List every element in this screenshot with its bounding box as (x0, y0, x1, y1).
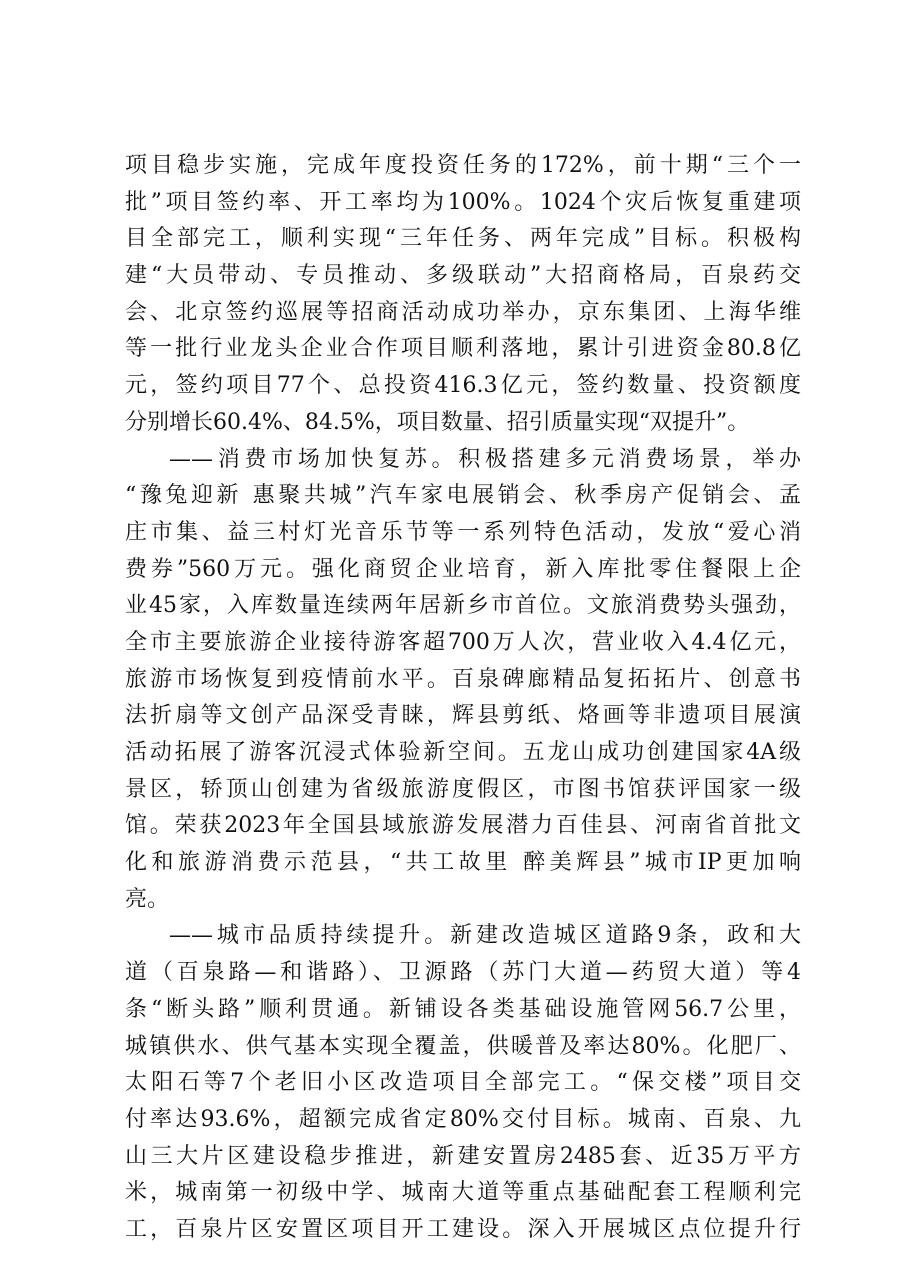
text-line: 城镇供水、供气基本实现全覆盖，供暖普及率达80%。化肥厂、 (125, 1033, 801, 1059)
text-line: 旅游市场恢复到疫情前水平。百泉碑廊精品复拓拓片、创意书 (125, 666, 801, 692)
text-line: “豫兔迎新 惠聚共城”汽车家电展销会、秋季房产促销会、孟 (125, 483, 801, 509)
text-line: 元，签约项目77个、总投资416.3亿元，签约数量、投资额度 (125, 373, 801, 399)
text-line: 景区，轿顶山创建为省级旅游度假区，市图书馆获评国家一级 (125, 776, 801, 802)
text-line: 分别增长60.4%、84.5%，项目数量、招引质量实现“双提升”。 (125, 409, 750, 435)
text-line: 太阳石等7个老旧小区改造项目全部完工。“保交楼”项目交 (125, 1070, 801, 1096)
text-line: 全市主要旅游企业接待游客超700万人次，营业收入4.4亿元， (125, 629, 801, 655)
text-line: 项目稳步实施，完成年度投资任务的172%，前十期“三个一 (125, 153, 801, 178)
text-line: 米，城南第一初级中学、城南大道等重点基础配套工程顺利完 (125, 1180, 801, 1206)
text-line: 批”项目签约率、开工率均为100%。1024个灾后恢复重建项 (125, 189, 801, 215)
text-line: ——消费市场加快复苏。积极搭建多元消费场景，举办 (169, 446, 801, 472)
text-line: 条“断头路”顺利贯通。新铺设各类基础设施管网56.7公里， (125, 996, 801, 1022)
text-line: 费券”560万元。强化商贸企业培育，新入库批零住餐限上企 (125, 556, 801, 582)
text-line: 活动拓展了游客沉浸式体验新空间。五龙山成功创建国家4A级 (125, 740, 801, 765)
text-line: 道（百泉路—和谐路）、卫源路（苏门大道—药贸大道）等4 (125, 960, 801, 986)
text-line: 山三大片区建设稳步推进，新建安置房2485套、近35万平方 (125, 1143, 801, 1169)
text-line: 会、北京签约巡展等招商活动成功举办，京东集团、上海华维 (125, 299, 801, 325)
text-line: 目全部完工，顺利实现“三年任务、两年完成”目标。积极构 (125, 226, 801, 252)
text-line: 付率达93.6%，超额完成省定80%交付目标。城南、百泉、九 (125, 1106, 801, 1132)
text-line: 建“大员带动、专员推动、多级联动”大招商格局，百泉药交 (125, 263, 801, 289)
text-line: 等一批行业龙头企业合作项目顺利落地，累计引进资金80.8亿 (125, 336, 801, 362)
text-line: 工，百泉片区安置区项目开工建设。深入开展城区点位提升行 (125, 1216, 801, 1242)
text-line: 亮。 (125, 886, 170, 912)
text-line: 馆。荣获2023年全国县域旅游发展潜力百佳县、河南省首批文 (125, 813, 801, 839)
body-text (125, 148, 801, 1249)
text-line: 法折扇等文创产品深受青睐，辉县剪纸、烙画等非遗项目展演 (125, 703, 801, 729)
text-line: ——城市品质持续提升。新建改造城区道路9条，政和大 (169, 923, 801, 949)
text-line: 庄市集、益三村灯光音乐节等一系列特色活动，发放“爱心消 (125, 519, 801, 545)
text-line: 业45家，入库数量连续两年居新乡市首位。文旅消费势头强劲， (125, 593, 801, 619)
text-line: 化和旅游消费示范县，“共工故里 醉美辉县”城市IP更加响 (125, 850, 801, 876)
